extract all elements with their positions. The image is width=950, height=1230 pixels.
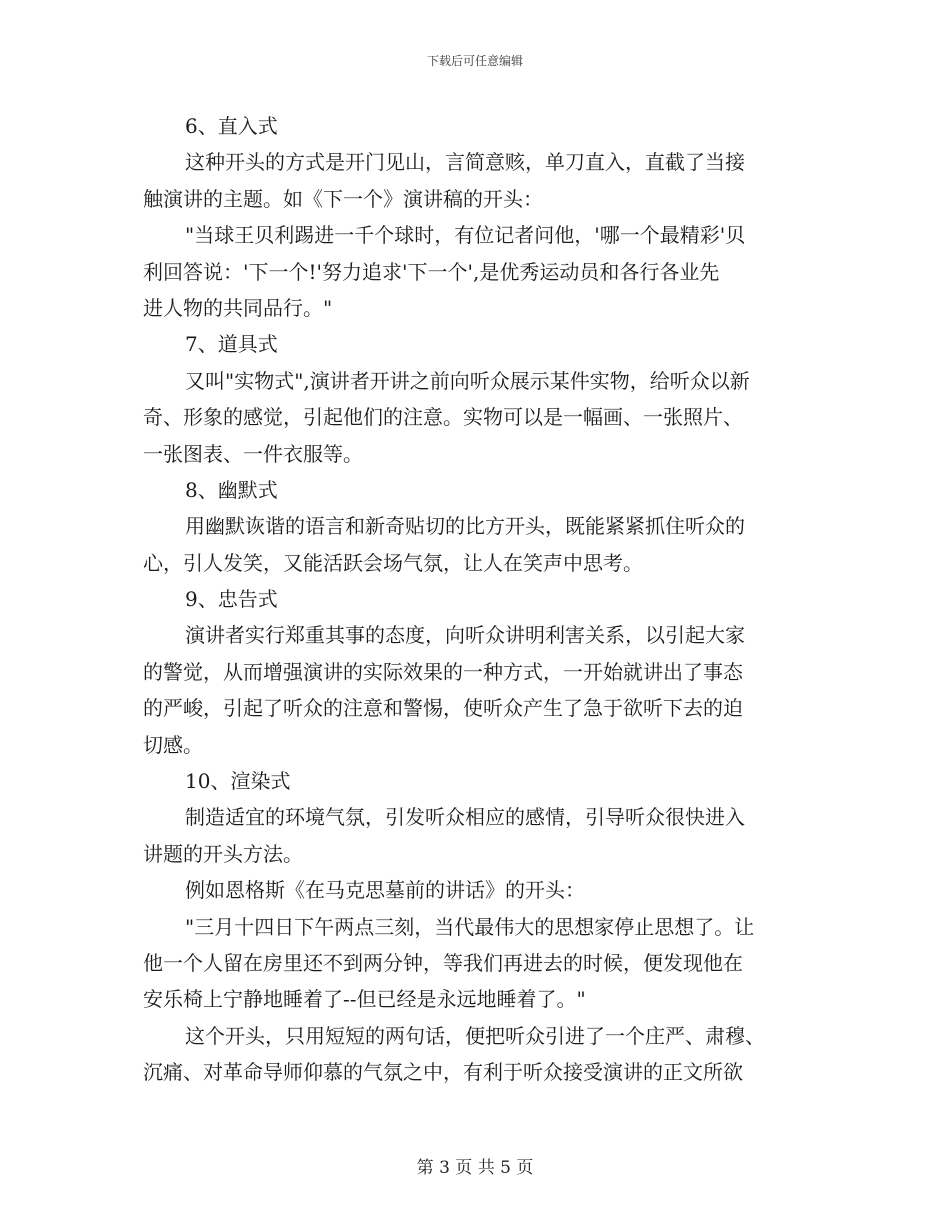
text-line: 8、幽默式 bbox=[185, 477, 278, 502]
text-line: 心，引人发笑，又能活跃会场气氛，让人在笑声中思考。 bbox=[143, 550, 643, 575]
page-footer: 第 3 页 共 5 页 bbox=[416, 1158, 534, 1178]
page-header: 下载后可任意编辑 bbox=[426, 54, 523, 68]
text-line: 9、忠告式 bbox=[185, 587, 278, 612]
text-line: 他一个人留在房里还不到两分钟，等我们再进去的时候，便发现他在 bbox=[143, 950, 743, 975]
text-line: 用幽默诙谐的语言和新奇贴切的比方开头，既能紧紧抓住听众的 bbox=[185, 514, 745, 539]
text-line: 又叫"实物式",演讲者开讲之前向听众展示某件实物，给听众以新 bbox=[185, 368, 750, 393]
text-line: 切感。 bbox=[143, 732, 203, 757]
text-line: 的警觉，从而增强演讲的实际效果的一种方式，一开始就讲出了事态 bbox=[143, 659, 743, 684]
document-body bbox=[143, 108, 807, 1091]
text-line: 进人物的共同品行。" bbox=[143, 295, 333, 320]
text-line: 例如恩格斯《在马克思墓前的讲话》的开头： bbox=[185, 878, 585, 903]
text-line: 演讲者实行郑重其事的态度，向听众讲明利害关系，以引起大家 bbox=[185, 623, 745, 648]
text-line: 触演讲的主题。如《下一个》演讲稿的开头： bbox=[143, 186, 543, 211]
text-line: 10、渲染式 bbox=[185, 769, 291, 794]
text-line: 的严峻，引起了听众的注意和警惕，使听众产生了急于欲听下去的迫 bbox=[143, 696, 743, 721]
text-line: 沉痛、对革命导师仰慕的气氛之中，有利于听众接受演讲的正文所欲 bbox=[143, 1060, 743, 1085]
text-line: 利回答说：'下一个!'努力追求'下一个',是优秀运动员和各行各业先 bbox=[143, 259, 720, 284]
text-line: "当球王贝利踢进一千个球时，有位记者问他，'哪一个最精彩'贝 bbox=[185, 223, 746, 248]
text-line: 讲题的开头方法。 bbox=[143, 841, 303, 866]
text-line: 7、道具式 bbox=[185, 332, 278, 357]
text-line: 一张图表、一件衣服等。 bbox=[143, 441, 363, 466]
text-line: 奇、形象的感觉，引起他们的注意。实物可以是一幅画、一张照片、 bbox=[143, 405, 743, 430]
text-line: 这种开头的方式是开门见山，言简意赅，单刀直入，直截了当接 bbox=[185, 150, 745, 175]
text-line: 这个开头，只用短短的两句话，便把听众引进了一个庄严、肃穆、 bbox=[185, 1023, 765, 1048]
text-line: 安乐椅上宁静地睡着了--但已经是永远地睡着了。" bbox=[143, 987, 586, 1012]
text-line: "三月十四日下午两点三刻，当代最伟大的思想家停止思想了。让 bbox=[185, 914, 755, 939]
text-line: 制造适宜的环境气氛，引发听众相应的感情，引导听众很快进入 bbox=[185, 805, 745, 830]
text-line: 6、直入式 bbox=[185, 114, 278, 138]
